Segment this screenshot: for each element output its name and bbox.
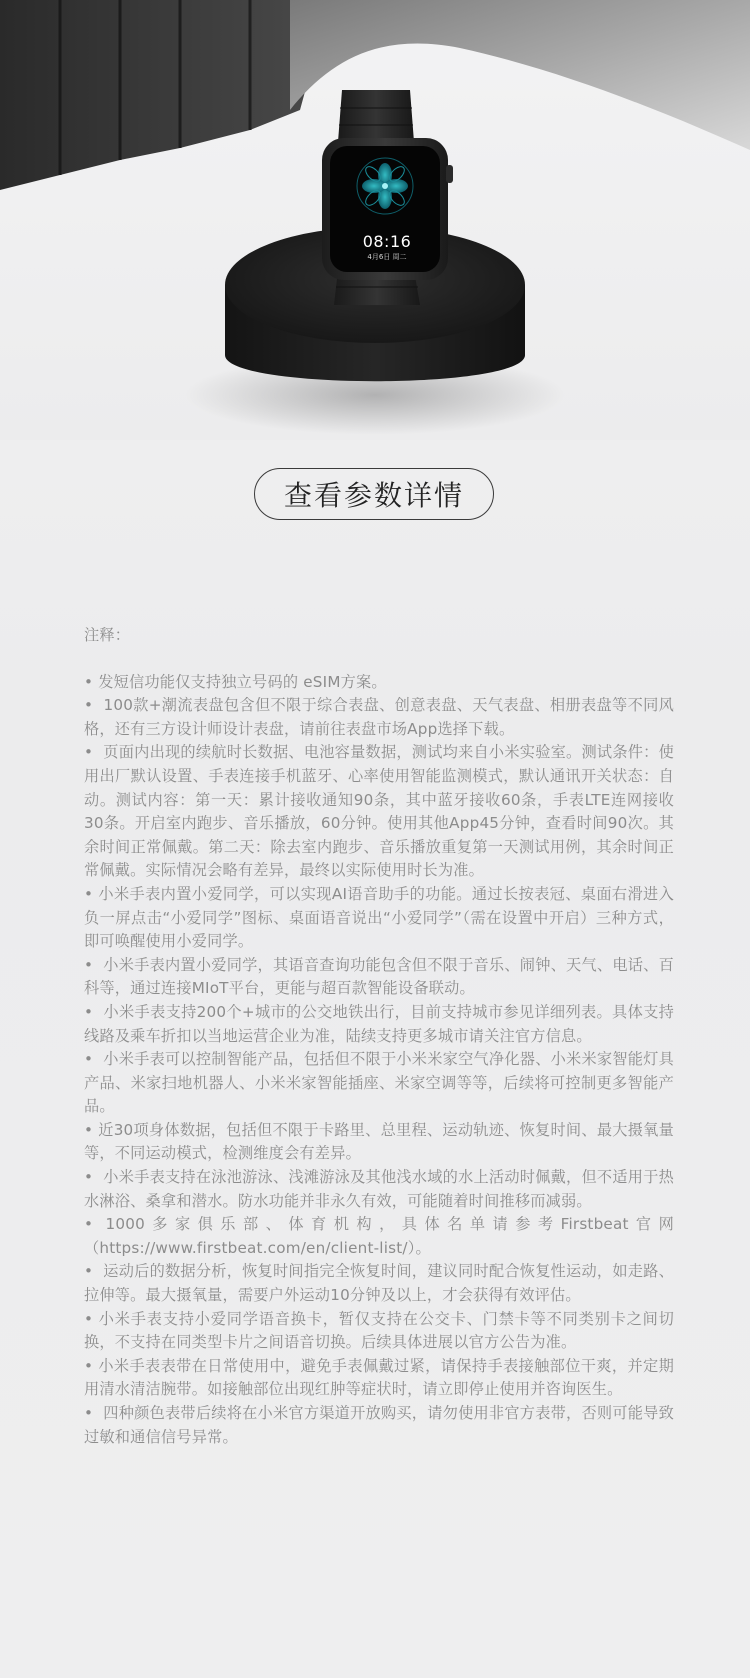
footnote-item: • 100款+潮流表盘包含但不限于综合表盘、创意表盘、天气表盘、相册表盘等不同风格，还有三方设计师设计表盘，请前往表盘市场App选择下载。 [84,694,674,741]
footnote-item: • 小米手表内置小爱同学，可以实现AI语音助手的功能。通过长按表冠、桌面右滑进入负一屏点击“小爱同学”图标、桌面语音说出“小爱同学”（需在设置中开启）三种方式，即可唤醒使用小爱同学。 [84,883,674,954]
footnote-item: • 小米手表内置小爱同学，其语音查询功能包含但不限于音乐、闹钟、天气、电话、百科等，通过连接MIoT平台，更能与超百款智能设备联动。 [84,954,674,1001]
footnote-item: • 小米手表支持小爱同学语音换卡，暂仅支持在公交卡、门禁卡等不同类别卡之间切换，不支持在同类型卡片之间语音切换。后续具体进展以官方公告为准。 [84,1308,674,1355]
footnotes-section [84,624,674,1449]
hero-image [0,0,750,440]
footnote-item: • 小米手表支持在泳池游泳、浅滩游泳及其他浅水域的水上活动时佩戴，但不适用于热水淋浴、桑拿和潜水。防水功能并非永久有效，可能随着时间推移而减弱。 [84,1166,674,1213]
footnotes-list [84,671,674,1450]
watch-face-date: 4月6日 周二 [367,253,407,261]
watch-scene-illustration [0,0,750,440]
footnote-item: • 小米手表支持200个+城市的公交地铁出行，目前支持城市参见详细列表。具体支持线路及乘车折扣以当地运营企业为准，陆续支持更多城市请关注官方信息。 [84,1001,674,1048]
view-specs-button[interactable]: 查看参数详情 [254,468,494,520]
watch-face-time: 08:16 [362,232,412,251]
footnote-item: • 运动后的数据分析，恢复时间指完全恢复时间，建议同时配合恢复性运动，如走路、拉伸等。最大摄氧量，需要户外运动10分钟及以上，才会获得有效评估。 [84,1260,674,1307]
footnote-item: • 小米手表表带在日常使用中，避免手表佩戴过紧，请保持手表接触部位干爽，并定期用清水清洁腕带。如接触部位出现红肿等症状时，请立即停止使用并咨询医生。 [84,1355,674,1402]
footnote-item: • 1000多家俱乐部、体育机构，具体名单请参考Firstbeat官网（https://www.firstbeat.com/en/client-list/）。 [84,1213,674,1260]
footnotes-heading: 注释： [84,626,131,644]
footnote-item: • 发短信功能仅支持独立号码的 eSIM方案。 [84,671,674,695]
footnote-item: • 页面内出现的续航时长数据、电池容量数据，测试均来自小米实验室。测试条件：使用出厂默认设置、手表连接手机蓝牙、心率使用智能监测模式，默认通讯开关状态：自动。测试内容：第一天：累计接收通知90条，其中蓝牙接收60条，手表LTE连网接收30条。开启室内跑步、音乐播放，60分钟。使用其他App45分钟，查看时间90次。其余时间正常佩戴。第二天：除去室内跑步、音乐播放重复第一天测试用例，其余时间正常佩戴。实际情况会略有差异，最终以实际使用时长为准。 [84,741,674,883]
footnote-item: • 近30项身体数据，包括但不限于卡路里、总里程、运动轨迹、恢复时间、最大摄氧量等，不同运动模式，检测维度会有差异。 [84,1119,674,1166]
footnote-item: • 小米手表可以控制智能产品，包括但不限于小米米家空气净化器、小米米家智能灯具产品、米家扫地机器人、小米米家智能插座、米家空调等等，后续将可控制更多智能产品。 [84,1048,674,1119]
footnote-item: • 四种颜色表带后续将在小米官方渠道开放购买，请勿使用非官方表带，否则可能导致过敏和通信信号异常。 [84,1402,674,1449]
